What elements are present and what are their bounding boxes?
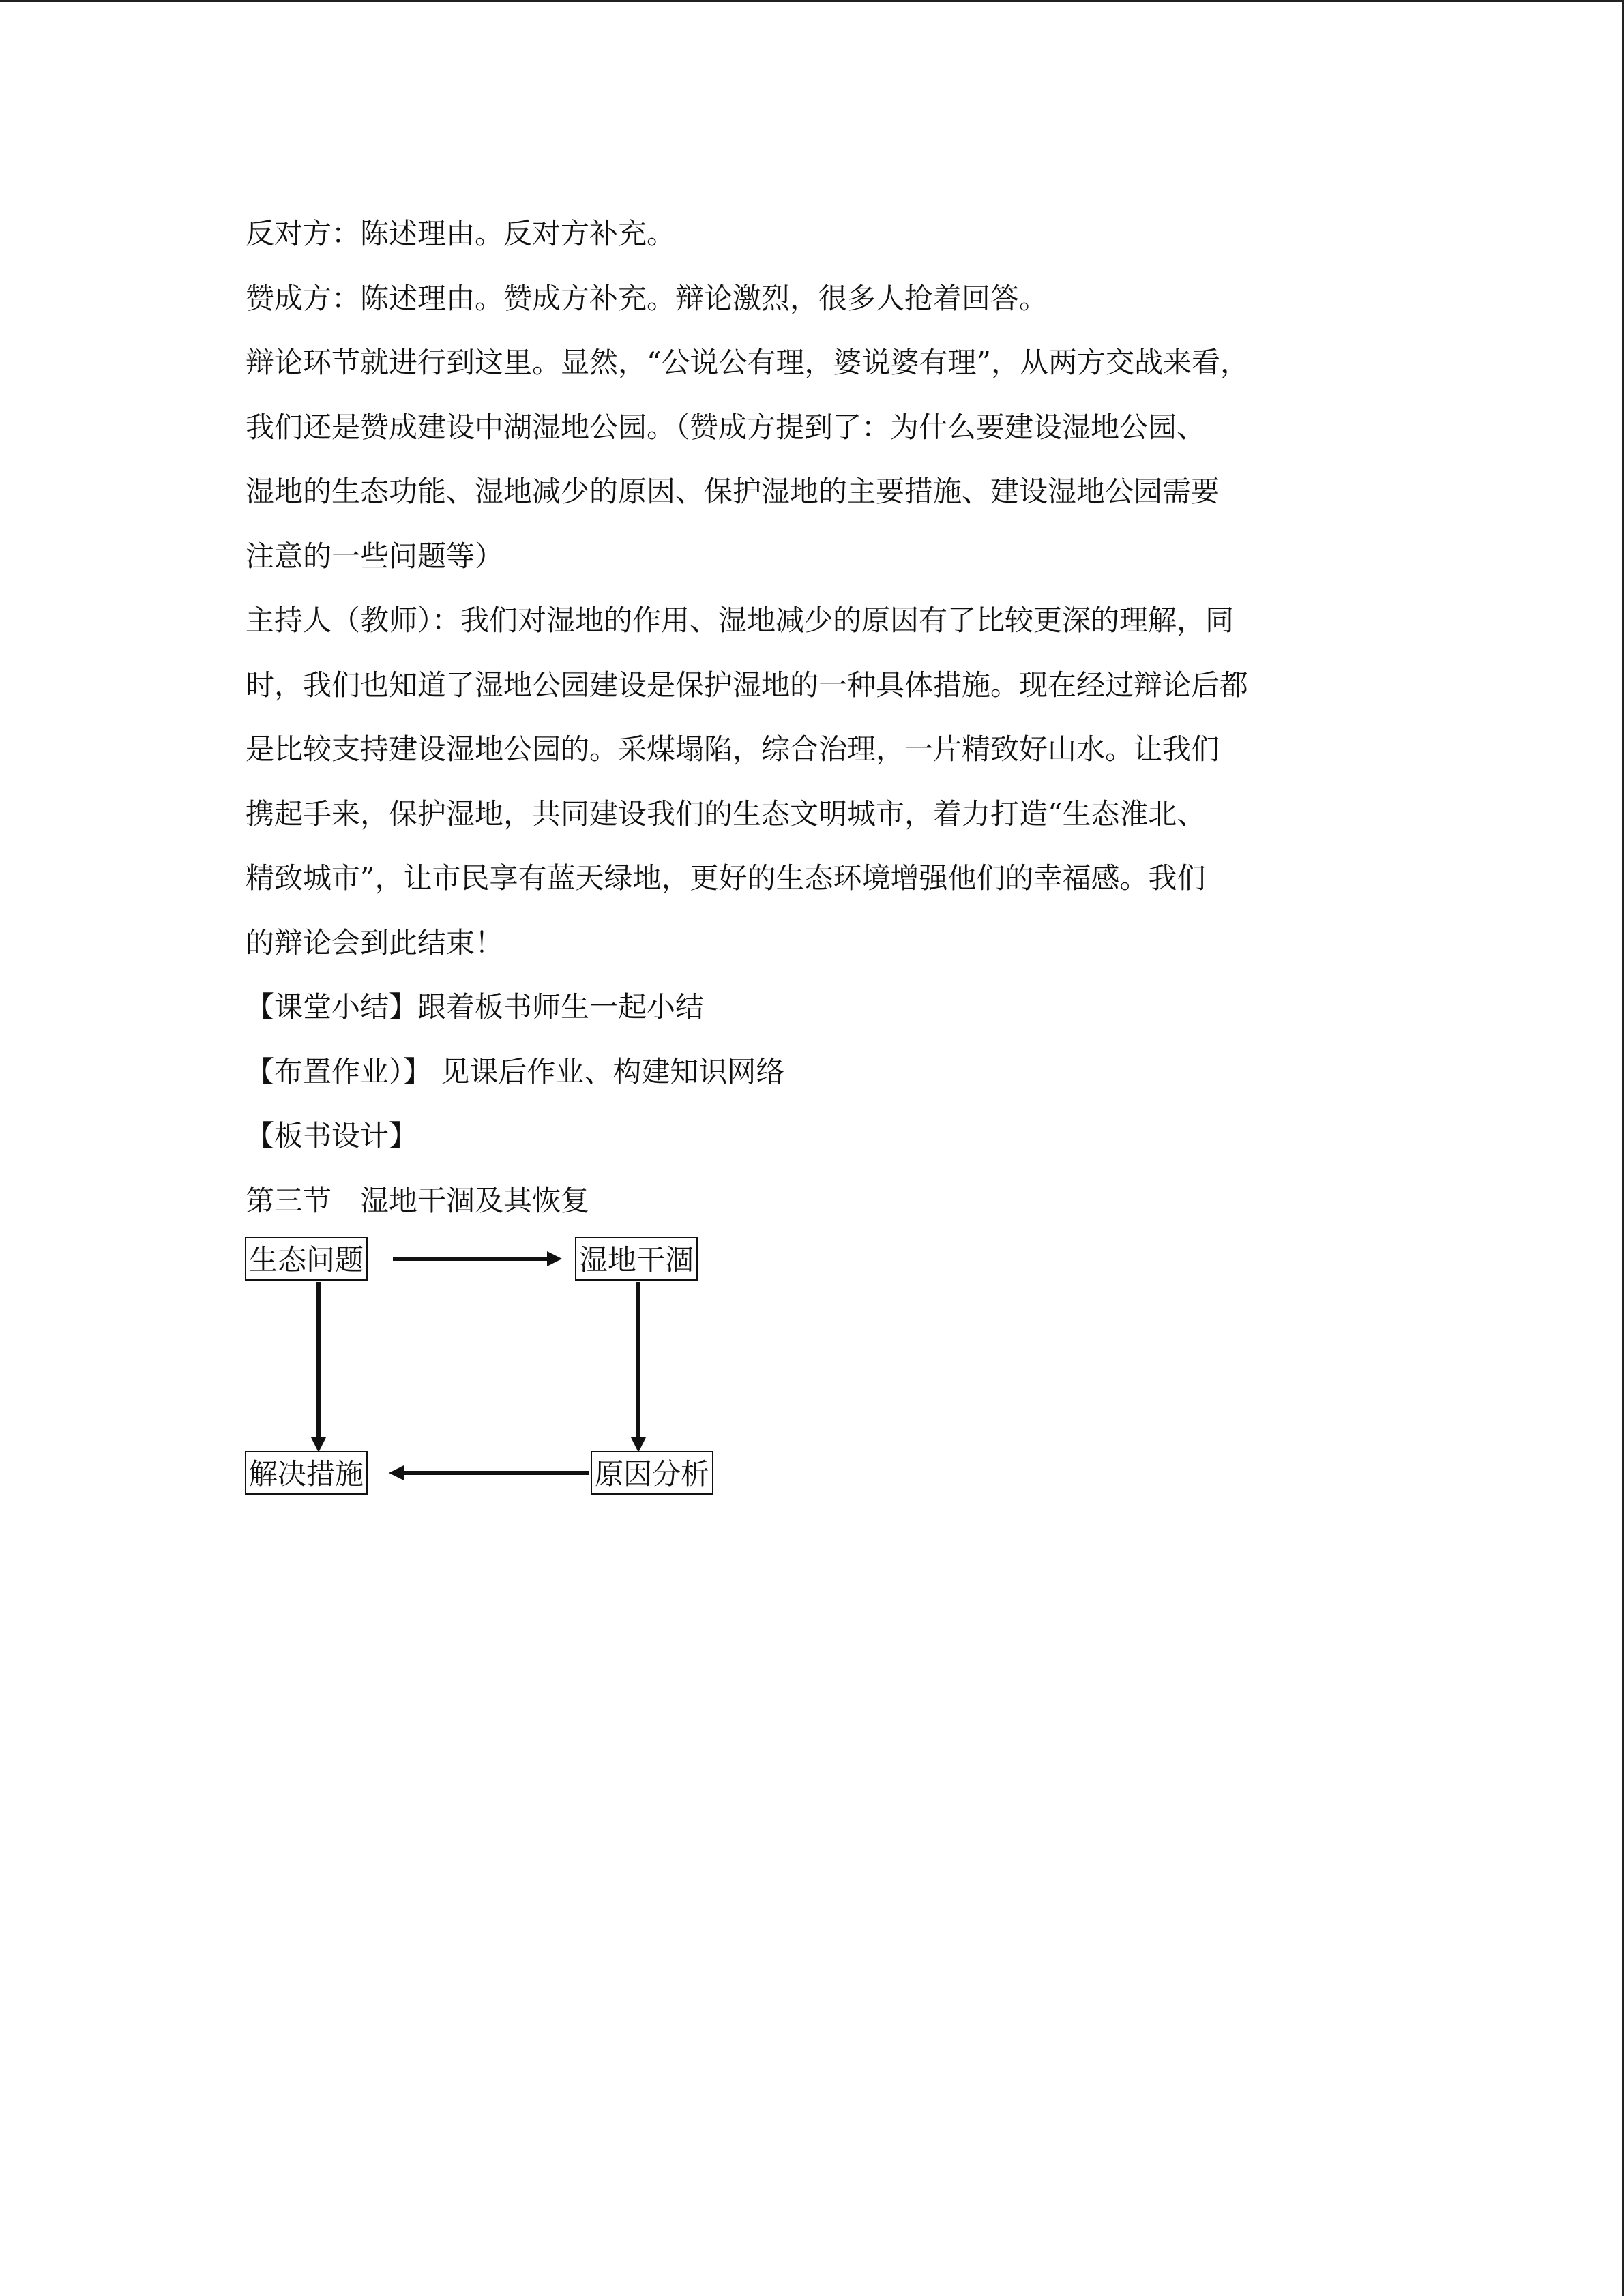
section-title: 第三节 湿地干涸及其恢复 bbox=[246, 1183, 590, 1217]
arrow-cause-to-solutions bbox=[389, 1465, 589, 1480]
paragraph: 携起手来，保护湿地，共同建设我们的生态文明城市，着力打造“生态淮北、 bbox=[246, 796, 1206, 831]
paragraph: 主持人（教师）：我们对湿地的作用、湿地减少的原因有了比较更深的理解，同 bbox=[246, 603, 1235, 637]
class-summary-heading: 【课堂小结】跟着板书师生一起小结 bbox=[246, 990, 705, 1024]
paragraph: 是比较支持建设湿地公园的。采煤塌陷，综合治理，一片精致好山水。让我们 bbox=[246, 732, 1220, 766]
board-design-heading: 【板书设计】 bbox=[246, 1119, 418, 1152]
arrow-problem-to-solutions bbox=[311, 1282, 326, 1452]
paragraph: 反对方：陈述理由。反对方补充。 bbox=[246, 217, 676, 250]
paragraph: 赞成方：陈述理由。赞成方补充。辩论激烈，很多人抢着回答。 bbox=[246, 281, 1048, 315]
node-wetland-drying: 湿地干涸 bbox=[575, 1237, 698, 1281]
paragraph: 湿地的生态功能、湿地减少的原因、保护湿地的主要措施、建设湿地公园需要 bbox=[246, 475, 1220, 508]
paragraph: 精致城市”，让市民享有蓝天绿地，更好的生态环境增强他们的幸福感。我们 bbox=[246, 861, 1206, 895]
homework-heading: 【布置作业）】 见课后作业、构建知识网络 bbox=[246, 1054, 785, 1088]
node-cause-analysis: 原因分析 bbox=[591, 1451, 713, 1495]
paragraph: 辩论环节就进行到这里。显然，“公说公有理，婆说婆有理”，从两方交战来看， bbox=[246, 346, 1249, 379]
arrow-drying-to-cause bbox=[631, 1282, 646, 1452]
node-ecological-problem: 生态问题 bbox=[245, 1237, 368, 1281]
node-solutions: 解决措施 bbox=[245, 1451, 368, 1495]
paragraph: 注意的一些问题等） bbox=[246, 539, 504, 573]
paragraph: 时，我们也知道了湿地公园建设是保护湿地的一种具体措施。现在经过辩论后都 bbox=[246, 668, 1249, 702]
page-top-border bbox=[0, 0, 1624, 2]
board-design-diagram bbox=[243, 1232, 748, 1504]
paragraph: 我们还是赞成建设中湖湿地公园。（赞成方提到了：为什么要建设湿地公园、 bbox=[246, 410, 1206, 444]
document-body bbox=[246, 202, 1385, 1233]
paragraph: 的辩论会到此结束！ bbox=[246, 925, 504, 959]
arrow-problem-to-drying bbox=[393, 1251, 562, 1266]
